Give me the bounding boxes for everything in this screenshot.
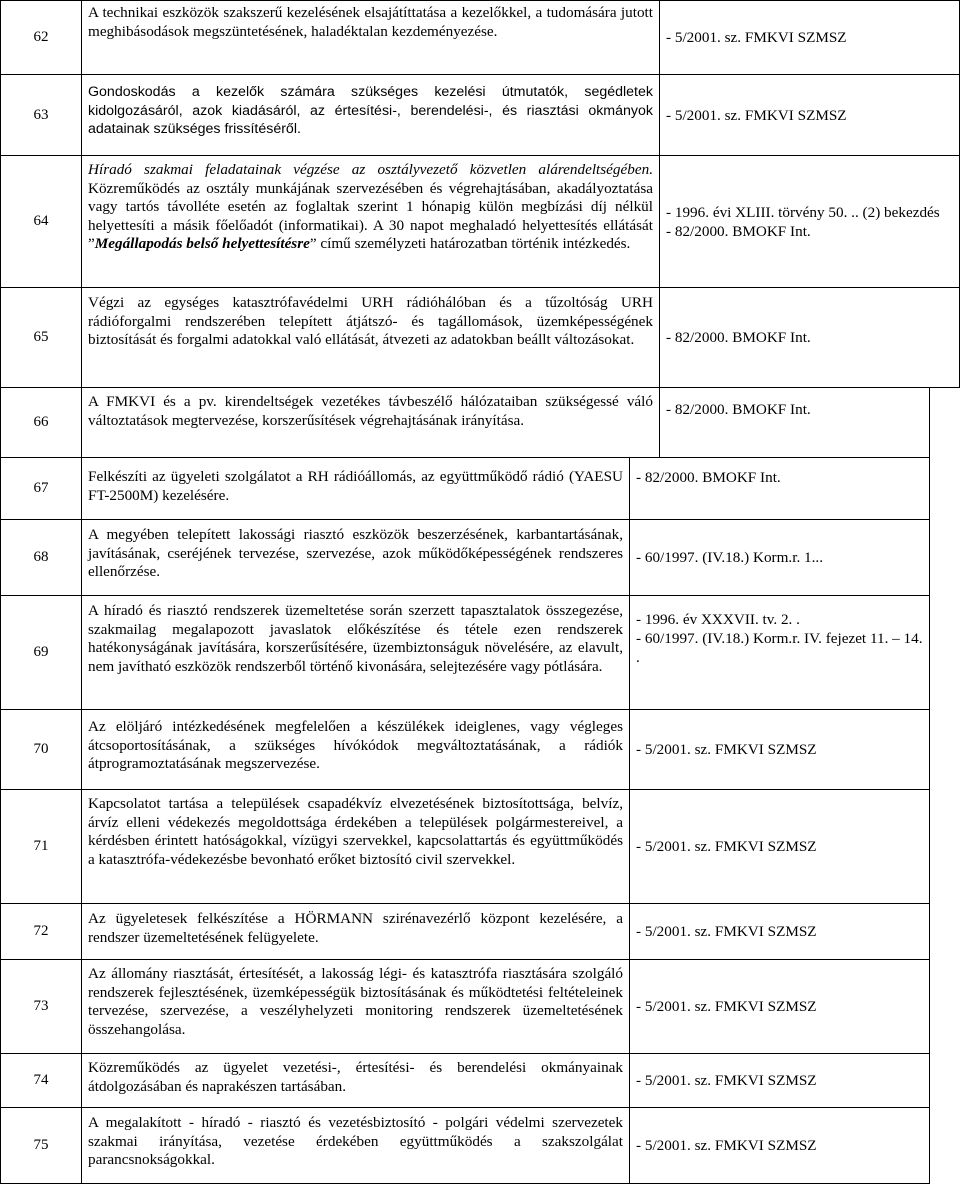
table-row: [0, 75, 960, 156]
task-description: [82, 156, 660, 288]
legal-reference: [660, 75, 960, 156]
reference-line: - 82/2000. BMOKF Int.: [636, 469, 781, 486]
reference-line: - 5/2001. sz. FMKVI SZMSZ: [636, 1137, 817, 1154]
task-description: Kapcsolatot tartása a települések csapadékvíz elvezetésének biztosítottsága, belvíz, árvíz elleni védekezés megoldottsága érdekében a települések polgármestereivel, a kérdésben érintett hatóságokkal, vízügyi szervekkel, kapcsolattartás és együttműködés a katasztrófa-védekezésbe bevonható erőket biztosító civil szervekkel.: [82, 790, 630, 904]
legal-reference: [660, 288, 960, 388]
legal-reference: [630, 458, 930, 520]
reference-line: - 5/2001. sz. FMKVI SZMSZ: [666, 106, 847, 124]
task-description: Az ügyeletesek felkészítése a HÖRMANN szirénavezérlő központ kezelésére, a rendszer üzemeltetésének felügyelete.: [82, 904, 630, 960]
reference-line: - 5/2001. sz. FMKVI SZMSZ: [636, 998, 817, 1015]
task-description: A technikai eszközök szakszerű kezelésének elsajátíttatása a kezelőkkel, a tudomására jutott meghibásodások megszüntetésének, haladéktalan kezdeményezése.: [82, 0, 660, 75]
task-tail: ” című személyzeti határozatban történik intézkedés.: [309, 235, 631, 253]
task-document-title: Megállapodás belső helyettesítésre: [94, 235, 310, 253]
row-number: 71: [0, 790, 82, 904]
table-row: [0, 388, 960, 458]
table-row: [0, 1108, 930, 1184]
legal-reference: [630, 520, 930, 596]
row-number: 72: [0, 904, 82, 960]
legal-reference: [660, 0, 960, 75]
reference-line: - 5/2001. sz. FMKVI SZMSZ: [666, 29, 847, 46]
row-number: 75: [0, 1108, 82, 1184]
table-row: [0, 520, 930, 596]
reference-line: - 82/2000. BMOKF Int.: [666, 401, 811, 418]
task-description: A FMKVI és a pv. kirendeltségek vezetékes távbeszélő hálózataiban szükségessé váló változtatások megtervezése, korszerűsítések végrehajtásának irányítása.: [82, 388, 660, 458]
reference-line: - 1996. évi XLIII. törvény 50. .. (2) bekezdés: [666, 203, 940, 221]
task-description: Az elöljáró intézkedésének megfelelően a készülékek ideiglenes, vagy végleges átcsoportosításának, a szükséges hívókódok megváltoztatásának, a rádiók átprogramoztatásának megszervezése.: [82, 710, 630, 790]
table-row: [0, 1054, 930, 1108]
legal-reference: [660, 156, 960, 288]
table-row: [0, 156, 960, 288]
task-description: Közreműködés az ügyelet vezetési-, értesítési- és berendelési okmányainak átdolgozásában és naprakészen tartásában.: [82, 1054, 630, 1108]
row-number: 63: [0, 75, 82, 156]
reference-line: - 82/2000. BMOKF Int.: [666, 222, 811, 240]
legal-reference: [630, 1054, 930, 1108]
reference-line: - 5/2001. sz. FMKVI SZMSZ: [636, 1072, 817, 1089]
task-description: A híradó és riasztó rendszerek üzemeltetése során szerzett tapasztalatok összegezése, szakmailag megalapozott javaslatok előkészítése és tétele ezen rendszerek hatékonyságának javítására, korszerűsítésére, üzembiztonságuk növelésére, az elavult, nem javítható eszközök rendszerből történő kivonására, selejtezésére vagy pótlására.: [82, 596, 630, 710]
task-body: Közreműködés az osztály munkájának szervezésében és végrehajtásában, akadályoztatása vagy tartós távolléte esetén az foglaltak szerint 1 hónapig külön megbízási díj nélkül helyettesíti a másik főelőadót (informatikai). A 30 napot meghaladó helyettesítés ellátását ”: [88, 179, 653, 253]
row-number: 70: [0, 710, 82, 790]
row-number: 73: [0, 960, 82, 1054]
table-row: [0, 288, 960, 388]
row-number: 64: [0, 156, 82, 288]
row-number: 74: [0, 1054, 82, 1108]
table-row: [0, 904, 930, 960]
legal-reference: [660, 388, 930, 458]
reference-line: - 1996. év XXXVII. tv. 2. .: [636, 611, 800, 628]
table-row: [0, 960, 930, 1054]
reference-line: - 5/2001. sz. FMKVI SZMSZ: [636, 838, 817, 855]
legal-reference: [630, 960, 930, 1054]
table-row: [0, 0, 960, 75]
table-row: [0, 458, 930, 520]
task-description: A megyében telepített lakossági riasztó eszközök beszerzésének, karbantartásának, javításának, cseréjének tervezése, szervezése, azok működőképességének rendszeres ellenőrzése.: [82, 520, 630, 596]
table-row: [0, 790, 930, 904]
task-description: Felkészíti az ügyeleti szolgálatot a RH rádióállomás, az együttműködő rádió (YAESU FT-2500M) kezelésére.: [82, 458, 630, 520]
task-description: Gondoskodás a kezelők számára szükséges kezelési útmutatók, segédletek kidolgozásáról, azok kiadásáról, az értesítési-, berendelési-, és riasztási okmányok adatainak szükséges frissítéséről.: [82, 75, 660, 156]
task-description: A megalakított - híradó - riasztó és vezetésbiztosító - polgári védelmi szervezetek szakmai irányítása, vezetése érdekében együttműködés a szakszolgálat parancsnokságokkal.: [82, 1108, 630, 1184]
task-description: Az állomány riasztását, értesítését, a lakosság légi- és katasztrófa riasztására szolgáló rendszerek fejlesztésének, üzemképességük biztosításának és működtetési feltételeinek tervezése, szervezése, a veszélyhelyzeti monitoring rendszerek üzemeltetésének összehangolása.: [82, 960, 630, 1054]
row-number: 65: [0, 288, 82, 388]
row-number: 69: [0, 596, 82, 710]
legal-reference: [630, 904, 930, 960]
table-row: [0, 596, 930, 710]
reference-line: - 5/2001. sz. FMKVI SZMSZ: [636, 923, 817, 940]
legal-reference: [630, 710, 930, 790]
reference-line: - 5/2001. sz. FMKVI SZMSZ: [636, 741, 817, 758]
task-description: Végzi az egységes katasztrófavédelmi URH rádióhálóban és a tűzoltóság URH rádióforgalmi rendszerében telepített átjátszó- és tagállomások, üzemképességének biztosítását és forgalmi adatokkal való ellátását, átvezeti az adatokban beállt változásokat.: [82, 288, 660, 388]
row-number: 67: [0, 458, 82, 520]
table-row: [0, 710, 930, 790]
reference-line: - 60/1997. (IV.18.) Korm.r. IV. fejezet 11. – 14. .: [636, 630, 923, 666]
reference-line: - 60/1997. (IV.18.) Korm.r. 1...: [636, 549, 824, 566]
row-number: 62: [0, 0, 82, 75]
row-number: 68: [0, 520, 82, 596]
task-intro: Híradó szakmai feladatainak végzése az osztályvezető közvetlen alárendeltségében.: [88, 161, 653, 178]
legal-reference: [630, 1108, 930, 1184]
row-number: 66: [0, 388, 82, 458]
legal-reference: [630, 596, 930, 710]
reference-line: - 82/2000. BMOKF Int.: [666, 329, 811, 346]
legal-reference: [630, 790, 930, 904]
